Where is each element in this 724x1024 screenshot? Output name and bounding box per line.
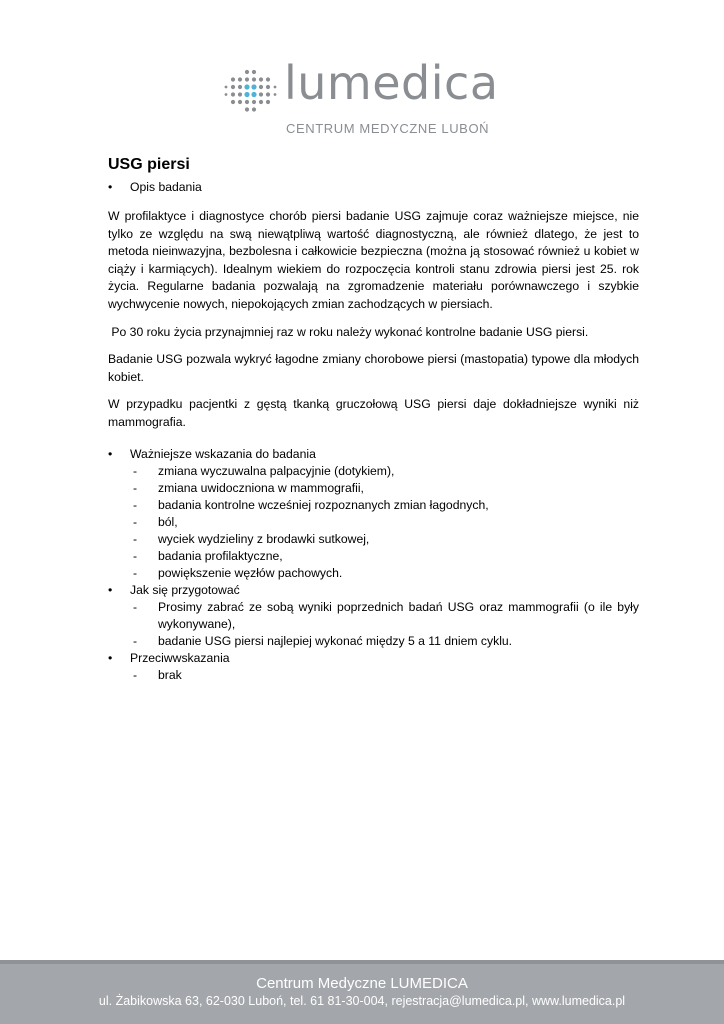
logo-dot — [245, 107, 249, 111]
intro-bullet: • Opis badania — [108, 179, 639, 196]
list-item: - Prosimy zabrać ze sobą wyniki poprzednich badań USG oraz mammografii (o ile były wykonywane), — [133, 599, 639, 633]
section-heading: Przeciwwskazania — [130, 650, 230, 665]
logo-dot — [231, 92, 235, 96]
logo-dot — [266, 77, 270, 81]
preparation-list — [133, 599, 639, 650]
logo-dot — [238, 100, 242, 104]
footer-divider — [0, 960, 724, 964]
list-item: - zmiana wyczuwalna palpacyjnie (dotykiem), — [133, 463, 639, 480]
page-footer — [0, 960, 724, 1024]
page-title: USG piersi — [108, 156, 190, 173]
contraindications-list — [133, 667, 639, 684]
section-heading: Ważniejsze wskazania do badania — [130, 446, 316, 461]
logo-dot — [266, 85, 270, 89]
logo-dots-icon — [222, 68, 280, 114]
logo-dot — [259, 100, 263, 104]
footer-title: Centrum Medyczne LUMEDICA — [256, 975, 468, 992]
sections-list — [108, 446, 639, 684]
list-item: - ból, — [133, 514, 639, 531]
logo-dot — [266, 92, 270, 96]
list-item: - brak — [133, 667, 639, 684]
list-item: - zmiana uwidoczniona w mammografii, — [133, 480, 639, 497]
logo-dot — [274, 86, 277, 89]
logo-dot — [252, 70, 256, 74]
indications-list — [133, 463, 639, 582]
logo-dot — [252, 107, 256, 111]
logo-dot — [252, 77, 256, 81]
logo-wordmark: lumedica — [284, 56, 499, 110]
logo-dot — [244, 92, 249, 97]
section-contraindications — [108, 650, 639, 684]
logo-dot — [225, 93, 228, 96]
list-item: - wyciek wydzieliny z brodawki sutkowej, — [133, 531, 639, 548]
section-preparation — [108, 582, 639, 650]
lumedica-logo — [222, 56, 499, 142]
logo-dot — [231, 100, 235, 104]
logo-dot — [259, 77, 263, 81]
list-item: - powiększenie węzłów pachowych. — [133, 565, 639, 582]
logo-dot — [266, 100, 270, 104]
logo-dot — [238, 85, 242, 89]
logo-dot — [245, 100, 249, 104]
paragraph: W profilaktyce i diagnostyce chorób piersi badanie USG zajmuje coraz ważniejsze miejsce, nie tylko ze względu na swą niewątpliwą wartość diagnostyczną, ale również dlatego, że jest to metoda nieinwazyjna, bezbolesna i całkowicie bezpieczna (można ją stosować również u kobiet w ciąży i karmiących). Idealnym wiekiem do rozpoczęcia kontroli stanu zdrowia piersi jest 25. rok życia. Regularne badania pozwalają na zgromadzenie materiału porównawczego i szybkie wychwycenie nowych, niepokojących zmian zachodzących w piersiach. — [108, 209, 639, 311]
logo-dot — [225, 86, 228, 89]
list-item: - badanie USG piersi najlepiej wykonać między 5 a 11 dniem cyklu. — [133, 633, 639, 650]
logo-dot — [245, 70, 249, 74]
intro-list — [108, 179, 639, 196]
logo-dot — [231, 85, 235, 89]
logo-dot — [259, 85, 263, 89]
logo-dot — [274, 93, 277, 96]
logo-dot — [259, 92, 263, 96]
list-item: - badania profilaktyczne, — [133, 548, 639, 565]
list-item: - badania kontrolne wcześniej rozpoznanych zmian łagodnych, — [133, 497, 639, 514]
logo-dot — [251, 84, 256, 89]
paragraph: Badanie USG pozwala wykryć łagodne zmiany chorobowe piersi (mastopatia) typowe dla młodych kobiet. — [108, 352, 639, 384]
logo-dot — [245, 77, 249, 81]
paragraph: W przypadku pacjentki z gęstą tkanką gruczołową USG piersi daje dokładniejsze wyniki niż mammografia. — [108, 397, 639, 429]
logo-dot — [231, 77, 235, 81]
logo-dot — [238, 92, 242, 96]
document-body — [108, 155, 639, 684]
section-indications — [108, 446, 639, 582]
logo-dot — [251, 92, 256, 97]
paragraph: Po 30 roku życia przynajmniej raz w roku należy wykonać kontrolne badanie USG piersi. — [108, 324, 589, 339]
logo-subtitle: CENTRUM MEDYCZNE LUBOŃ — [286, 121, 490, 136]
logo-dot — [238, 77, 242, 81]
section-heading: Jak się przygotować — [130, 582, 240, 597]
logo-dot — [244, 84, 249, 89]
footer-address: ul. Żabikowska 63, 62-030 Luboń, tel. 61 81-30-004, rejestracja@lumedica.pl, www.lumedica.pl — [98, 994, 626, 1008]
logo-dot — [252, 100, 256, 104]
